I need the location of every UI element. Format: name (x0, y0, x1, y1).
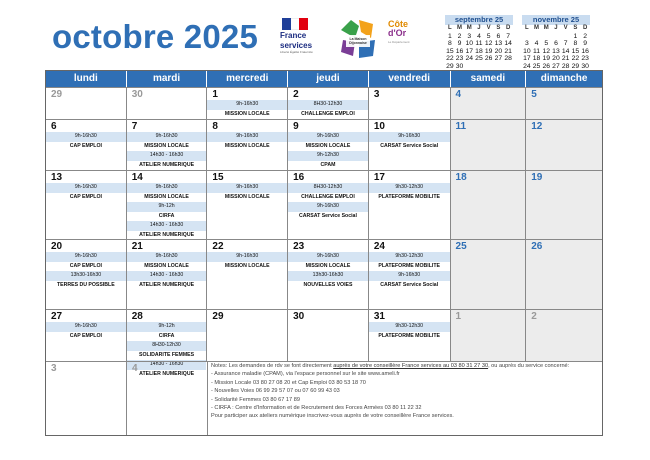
mini-calendar-weekday: L (448, 25, 452, 31)
mini-calendar-weekday: M (534, 25, 540, 31)
day-cell[interactable] (46, 362, 127, 435)
event-time: 9h-16h30 (127, 252, 207, 262)
day-number: 10 (373, 121, 385, 132)
mini-calendar-september (445, 15, 513, 71)
day-cell[interactable] (127, 88, 208, 119)
event-time: 13h30-16h30 (288, 271, 368, 281)
mini-calendar-day: 15 (446, 47, 454, 55)
weekday-vendredi: vendredi (369, 71, 451, 87)
day-cell[interactable] (526, 240, 602, 309)
event-time: 9h-16h30 (288, 202, 368, 212)
day-cell[interactable] (207, 120, 288, 170)
mini-calendar-day: 17 (465, 47, 474, 55)
day-number: 25 (455, 241, 467, 252)
mini-calendar-day: 29 (571, 62, 580, 70)
notes-text: - Nouvelles Voies 06 99 29 57 07 ou 07 60 99 43 03 (211, 388, 340, 395)
day-cell[interactable] (127, 240, 208, 309)
day-cell[interactable] (127, 362, 208, 435)
maison-dijonnaise-logo (337, 16, 379, 62)
notes-box (208, 362, 600, 421)
france-services-motto: Liberté Égalité Fraternité (280, 50, 313, 54)
day-cell[interactable] (369, 171, 451, 239)
day-cell[interactable] (526, 88, 602, 119)
event-label: SOLIDARITE FEMMES (139, 351, 195, 358)
day-events (369, 252, 450, 290)
mini-calendar-day: 1 (573, 32, 578, 40)
day-number: 4 (455, 89, 462, 100)
notes-text: - Assurance maladie (CPAM), via l'espace personnel sur le site www.ameli.fr (211, 371, 400, 378)
mini-calendar-day (532, 33, 542, 41)
event-label: MISSION LOCALE (144, 262, 189, 269)
mini-calendar-day (561, 33, 571, 41)
mini-calendar-day: 23 (581, 55, 589, 63)
mini-calendar-november (522, 15, 590, 71)
mini-calendar-day: 21 (504, 47, 512, 55)
day-number: 31 (373, 311, 385, 322)
day-events (207, 132, 287, 151)
day-number: 26 (531, 241, 543, 252)
mini-calendar-table (522, 25, 590, 71)
mini-calendar-day: 5 (544, 40, 549, 48)
day-events (46, 322, 126, 341)
mini-calendar-day: 25 (532, 62, 541, 70)
event-time: 9h-12h30 (288, 151, 368, 161)
page-title: octobre 2025 (52, 18, 258, 55)
mini-calendar-day: 3 (467, 32, 472, 40)
day-cell[interactable] (207, 240, 288, 309)
mini-calendar-day: 5 (486, 32, 491, 40)
event-label: TERRES DU POSSIBLE (57, 281, 115, 288)
day-number: 28 (131, 311, 143, 322)
mini-calendar-day: 16 (581, 47, 589, 55)
day-cell[interactable] (288, 171, 369, 239)
day-number: 7 (131, 121, 138, 132)
day-events (127, 252, 207, 290)
event-label: MISSION LOCALE (144, 142, 189, 149)
mini-calendar-day: 13 (494, 40, 503, 48)
day-cell[interactable] (526, 171, 602, 239)
day-events (46, 132, 126, 151)
mini-calendar-day: 20 (552, 55, 560, 63)
mini-calendar-day: 8 (447, 40, 452, 48)
event-time: 9h-16h30 (207, 252, 287, 262)
day-cell[interactable] (451, 240, 527, 309)
mini-calendar-day: 6 (554, 40, 558, 48)
mini-calendar-day: 17 (523, 55, 531, 63)
day-number: 3 (51, 363, 57, 374)
event-time: 13h30-16h30 (46, 271, 126, 281)
event-label: ATELIER NUMERIQUE (139, 370, 195, 377)
mini-calendar-weekday: J (477, 25, 481, 31)
day-cell[interactable] (288, 240, 369, 309)
maison-dijonnaise-text: La Maison Dijonnaise (349, 37, 367, 45)
day-number: 15 (212, 172, 224, 183)
month-calendar (45, 70, 603, 436)
notes-text: Pour participer aux ateliers numérique inscrivez-vous auprès de votre conseillère France services. (211, 413, 454, 420)
mini-calendar-day: 2 (583, 32, 587, 40)
event-label: MISSION LOCALE (144, 193, 189, 200)
event-time: 9h-16h30 (288, 252, 368, 262)
day-cell[interactable] (288, 310, 369, 361)
day-number: 11 (455, 121, 467, 132)
event-label: PLATEFORME MOBILITE (378, 332, 440, 339)
mini-calendar-day: 16 (455, 47, 464, 55)
mini-calendar-day: 2 (457, 32, 462, 40)
event-label: MISSION LOCALE (224, 110, 270, 117)
mini-calendar-day: 22 (446, 55, 454, 63)
event-time: 9h-12h (127, 202, 207, 212)
day-cell[interactable] (451, 310, 527, 361)
mini-calendar-weekday: M (466, 25, 472, 31)
notes-text: - Mission Locale 03 80 27 08 20 et Cap Emploi 03 80 53 18 70 (211, 379, 366, 386)
day-cell[interactable] (207, 88, 288, 119)
event-time: 14h30 - 16h30 (127, 151, 207, 161)
calendar-week-row (46, 239, 602, 309)
mini-calendar-day: 18 (475, 47, 483, 55)
day-number: 14 (131, 172, 143, 183)
day-cell[interactable] (288, 88, 369, 119)
france-services-line2: services (280, 41, 313, 50)
mini-calendar-weekday: M (457, 25, 463, 31)
mini-calendar-day: 15 (571, 47, 580, 55)
day-cell[interactable] (46, 310, 127, 361)
day-number: 18 (455, 172, 467, 183)
mini-calendar-day: 28 (504, 55, 512, 63)
event-time: 9h-16h30 (46, 322, 126, 332)
weekday-dimanche: dimanche (526, 71, 602, 87)
day-number: 12 (531, 121, 543, 132)
cote-dor-small: Le Département (388, 40, 410, 44)
calendar-week-row (46, 87, 602, 119)
mini-calendar-day: 23 (455, 55, 464, 63)
event-time: 9h30-12h30 (369, 252, 450, 262)
day-number: 5 (531, 89, 537, 100)
mini-calendar-day: 4 (534, 40, 539, 48)
day-events (288, 183, 368, 221)
notes-text: - CIRFA : Centre d'Information et de Recrutement des Forces Armées 03 80 11 22 32 (211, 405, 422, 412)
day-number: 29 (51, 89, 63, 100)
event-time: 9h-16h30 (127, 132, 207, 142)
mini-calendar-day: 20 (494, 47, 503, 55)
event-label: CHALLENGE EMPLOI (301, 193, 355, 200)
mini-calendar-day: 10 (465, 40, 474, 48)
day-events (288, 100, 368, 119)
mini-calendar-day: 25 (475, 55, 483, 63)
day-events (207, 183, 287, 202)
day-cell[interactable] (46, 171, 127, 239)
day-cell[interactable] (207, 171, 288, 239)
calendar-week-row (46, 170, 602, 239)
day-number: 30 (131, 89, 143, 100)
mini-calendar-day: 30 (581, 62, 589, 70)
day-number: 4 (132, 363, 138, 374)
mini-calendar-day: 13 (552, 47, 560, 55)
event-time: 8H30-12h30 (127, 341, 207, 351)
event-time: 14h30 - 16h30 (127, 360, 207, 370)
day-events (207, 100, 287, 119)
event-label: CARSAT Service Social (380, 142, 439, 149)
event-time: 8H30-12h30 (288, 100, 368, 110)
event-label: ATELIER NUMERIQUE (139, 281, 195, 288)
day-number: 30 (293, 311, 305, 322)
mini-calendar-weekday: M (543, 25, 549, 31)
event-label: PLATEFORME MOBILITE (378, 262, 440, 269)
event-time: 8H30-12h30 (288, 183, 368, 193)
cote-dor-line1: Côte (388, 19, 408, 29)
day-cell[interactable] (127, 171, 208, 239)
mini-calendar-day: 10 (523, 47, 531, 55)
event-label: CAP EMPLOI (69, 142, 102, 149)
mini-calendar-day: 24 (465, 55, 474, 63)
day-number: 9 (293, 121, 299, 132)
day-cell[interactable] (127, 120, 208, 170)
weekday-lundi: lundi (46, 71, 127, 87)
mini-calendar-day: 24 (523, 62, 531, 70)
event-label: CAP EMPLOI (69, 193, 102, 200)
mini-calendar-day: 27 (552, 62, 560, 70)
event-time: 9h-16h30 (46, 183, 126, 193)
notes-line (211, 379, 600, 387)
event-label: CIRFA (158, 332, 175, 339)
day-number: 19 (531, 172, 543, 183)
mini-calendar-day: 19 (542, 55, 551, 63)
day-cell[interactable] (451, 120, 527, 170)
mini-calendar-day: 6 (496, 32, 501, 40)
day-cell[interactable] (369, 88, 451, 119)
mini-calendar-table (445, 25, 513, 71)
notes-line (211, 370, 600, 378)
day-events (207, 252, 287, 271)
day-cell[interactable] (127, 310, 208, 377)
event-label: MISSION LOCALE (305, 262, 351, 269)
event-label: ATELIER NUMERIQUE (139, 231, 195, 238)
mini-calendar-day: 21 (561, 55, 570, 63)
event-label: CAP EMPLOI (69, 262, 102, 269)
weekday-samedi: samedi (451, 71, 527, 87)
notes-line (211, 387, 600, 395)
day-cell[interactable] (369, 310, 451, 361)
day-cell[interactable] (46, 88, 127, 119)
day-number: 2 (293, 89, 299, 100)
day-events (369, 322, 450, 341)
day-number: 16 (293, 172, 305, 183)
event-label: PLATEFORME MOBILITE (378, 193, 440, 200)
mini-calendar-month-title: novembre 25 (522, 15, 590, 25)
mini-calendar-day: 1 (447, 32, 452, 40)
mini-calendar-day: 18 (532, 55, 541, 63)
mini-calendar-day: 11 (533, 47, 541, 55)
event-label: MISSION LOCALE (224, 142, 270, 149)
day-events (46, 183, 126, 202)
mini-calendar-weekday: D (582, 25, 588, 31)
day-cell[interactable] (526, 310, 602, 361)
day-number: 20 (51, 241, 63, 252)
mini-calendar-weekday: V (486, 25, 491, 31)
event-label: MISSION LOCALE (224, 193, 270, 200)
notes-text: Notes: Les demandes de rdv se font directement (211, 363, 334, 369)
mini-calendar-day: 29 (446, 62, 454, 70)
event-label: CARSAT Service Social (299, 212, 357, 219)
event-label: ATELIER NUMERIQUE (139, 161, 195, 168)
mini-calendar-weekday: S (496, 25, 501, 31)
day-cell[interactable] (369, 120, 451, 170)
weekday-header (46, 71, 602, 87)
notes-line (211, 396, 600, 404)
day-number: 6 (51, 121, 57, 132)
day-cell[interactable] (369, 240, 451, 309)
event-time: 9h-16h30 (207, 100, 287, 110)
mini-calendar-weekday: V (563, 25, 568, 31)
mini-calendar-day: 8 (573, 40, 578, 48)
event-label: MISSION LOCALE (305, 142, 351, 149)
event-time: 14h30 - 16h30 (127, 221, 207, 231)
event-label: MISSION LOCALE (224, 262, 270, 269)
day-number: 24 (373, 241, 385, 252)
mini-calendar-day: 3 (524, 40, 529, 48)
mini-calendar-day: 4 (477, 32, 481, 40)
day-events (127, 183, 207, 240)
day-number: 3 (373, 89, 380, 100)
event-label: NOUVELLES VOIES (303, 281, 353, 288)
event-time: 9h-16h30 (127, 183, 207, 193)
day-number: 27 (51, 311, 63, 322)
day-number: 23 (293, 241, 305, 252)
day-events (288, 252, 368, 290)
mini-calendar-day: 27 (494, 55, 503, 63)
calendar-week-row (46, 119, 602, 170)
day-number: 1 (212, 89, 218, 100)
event-time: 9h-16h30 (207, 132, 287, 142)
notes-line (211, 404, 600, 412)
event-time: 9h30-12h30 (369, 183, 450, 193)
day-number: 17 (373, 172, 385, 183)
mini-calendar-month-title: septembre 25 (445, 15, 513, 25)
mini-calendar-day: 7 (506, 32, 510, 40)
mini-calendar-day: 14 (504, 40, 512, 48)
mini-calendar-weekday: S (573, 25, 578, 31)
mini-calendar-day: 26 (542, 62, 551, 70)
mini-calendar-day: 14 (561, 47, 570, 55)
mini-calendar-day (551, 33, 561, 41)
notes-line (211, 362, 600, 370)
notes-line (211, 412, 600, 420)
day-cell[interactable] (451, 88, 527, 119)
event-label: CIRFA (158, 212, 175, 219)
event-time: 9h-16h30 (46, 252, 126, 262)
event-time: 9h-16h30 (288, 132, 368, 142)
day-number: 1 (455, 311, 462, 322)
weekday-mardi: mardi (127, 71, 208, 87)
mini-calendar-day: 22 (571, 55, 580, 63)
event-label: CHALLENGE EMPLOI (301, 110, 355, 117)
event-label: CAP EMPLOI (69, 332, 102, 339)
cote-dor-line2: d'Or (388, 28, 407, 38)
event-time: 14h30 - 16h30 (127, 271, 207, 281)
day-cell[interactable] (451, 171, 527, 239)
day-number: 22 (212, 241, 224, 252)
mini-calendar-day: 12 (484, 40, 493, 48)
notes-highlight: auprès de votre conseillère France services au 03 80 31 27 30 (333, 363, 489, 369)
mini-calendar-weekday: J (554, 25, 558, 31)
event-time: 9h-16h30 (207, 183, 287, 193)
day-cell[interactable] (288, 120, 369, 170)
event-label: CARSAT Service Social (380, 281, 439, 288)
mini-calendar-day: 19 (484, 47, 493, 55)
day-events (288, 132, 368, 170)
weekday-jeudi: jeudi (288, 71, 369, 87)
mini-calendar-day: 30 (455, 62, 464, 70)
mini-calendar-day (522, 33, 532, 41)
mini-calendar-day: 9 (583, 40, 587, 48)
day-events (127, 132, 207, 170)
mini-calendar-day: 12 (542, 47, 551, 55)
mini-calendar-weekday: D (505, 25, 511, 31)
event-time: 9h-12h (127, 322, 207, 332)
day-events (46, 252, 126, 290)
event-time: 9h30-12h30 (369, 322, 450, 332)
day-cell[interactable] (46, 120, 127, 170)
event-time: 9h-16h30 (369, 132, 450, 142)
day-number: 21 (131, 241, 143, 252)
mini-calendar-day: 26 (484, 55, 493, 63)
event-label: CPAM (320, 161, 336, 168)
day-cell[interactable] (207, 310, 288, 361)
mini-calendar-day: 11 (475, 40, 483, 48)
event-time: 9h-16h30 (369, 271, 450, 281)
mini-calendar-day: 7 (563, 40, 568, 48)
mini-calendar-day (541, 33, 551, 41)
mini-calendar-day: 9 (457, 40, 462, 48)
day-events (369, 132, 450, 151)
cote-dor-logo (388, 20, 428, 62)
day-number: 8 (212, 121, 218, 132)
notes-text: , ou auprès du service concerné: (488, 363, 570, 369)
day-cell[interactable] (46, 240, 127, 309)
french-flag-icon (282, 18, 308, 30)
event-time: 9h-16h30 (46, 132, 126, 142)
day-number: 2 (531, 311, 537, 322)
mini-calendar-day: 28 (561, 62, 570, 70)
day-number: 13 (51, 172, 63, 183)
day-events (369, 183, 450, 202)
france-services-line1: France (280, 31, 307, 40)
day-number: 29 (212, 311, 224, 322)
mini-calendar-weekday: L (525, 25, 529, 31)
day-cell[interactable] (526, 120, 602, 170)
france-services-logo (280, 18, 324, 60)
weekday-mercredi: mercredi (207, 71, 288, 87)
notes-text: - Solidarité Femmes 03 80 67 17 89 (211, 396, 300, 403)
